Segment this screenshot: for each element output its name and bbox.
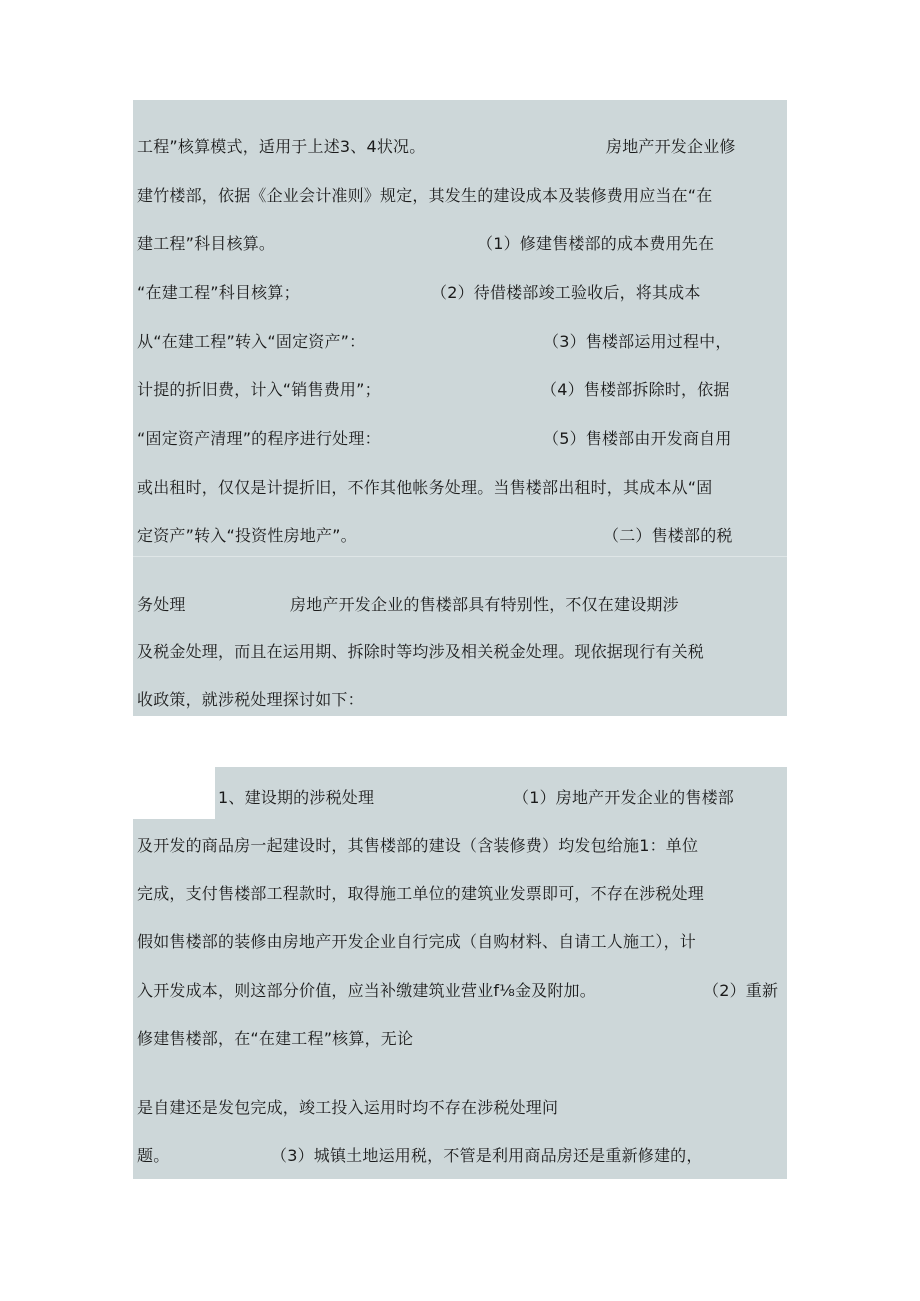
paragraph-line bbox=[137, 581, 787, 629]
paragraph-line bbox=[137, 628, 787, 676]
text-segment: 建工程”科目核算。 bbox=[137, 234, 276, 253]
paragraph-line bbox=[137, 464, 787, 512]
paragraph-line bbox=[137, 318, 787, 366]
paragraph-line bbox=[137, 269, 787, 317]
text-segment: 房地产开发企业的售楼部具有特别性，不仅在建设期涉 bbox=[290, 595, 679, 614]
text-segment: （4）售楼部拆除时，依据 bbox=[541, 380, 730, 399]
text-segment: 及开发的商品房一起建设时，其售楼部的建设（含装修费）均发包给施1：单位 bbox=[137, 836, 699, 855]
text-segment: “固定资产清理”的程序进行处理： bbox=[137, 429, 381, 448]
text-segment: （2）待借楼部竣工验收后，将其成本 bbox=[431, 283, 701, 302]
text-segment: 是自建还是发包完成，竣工投入运用时均不存在涉税处理问 bbox=[137, 1098, 559, 1117]
text-segment: （3）售楼部运用过程中， bbox=[543, 332, 732, 351]
section-heading: 1、建设期的涉税处理 bbox=[218, 788, 375, 807]
paragraph-line bbox=[137, 967, 787, 1015]
text-segment: （二）售楼部的税 bbox=[603, 526, 733, 545]
paragraph-line bbox=[137, 172, 787, 220]
paragraph-line bbox=[137, 123, 787, 171]
paragraph-line bbox=[137, 822, 787, 870]
text-segment: 工程”核算模式，适用于上述3、4状况。 bbox=[137, 137, 426, 156]
paragraph-line bbox=[137, 220, 787, 268]
text-segment: （1）修建售楼部的成本费用先在 bbox=[477, 234, 715, 253]
text-segment: 及税金处理，而且在运用期、拆除时等均涉及相关税金处理。现依据现行有关税 bbox=[137, 642, 705, 661]
text-segment: （1）房地产开发企业的售楼部 bbox=[513, 788, 734, 807]
paragraph-line bbox=[137, 774, 787, 822]
text-segment: 从“在建工程”转入“固定资产”： bbox=[137, 332, 366, 351]
text-segment: 完成，支付售楼部工程款时，取得施工单位的建筑业发票即可，不存在涉税处理 bbox=[137, 884, 705, 903]
text-segment: 务处理 bbox=[137, 595, 186, 614]
text-segment: （2）重新 bbox=[703, 981, 779, 1000]
paragraph-line bbox=[137, 366, 787, 414]
paragraph-line bbox=[137, 918, 787, 966]
text-segment: （3）城镇土地运用税，不管是利用商品房还是重新修建的， bbox=[271, 1146, 703, 1165]
text-segment: 或出租时，仅仅是计提折旧，不作其他帐务处理。当售楼部出租时，其成本从“固 bbox=[137, 478, 713, 497]
text-segment: 收政策，就涉税处理探讨如下： bbox=[137, 690, 364, 709]
text-segment: （5）售楼部由开发商自用 bbox=[543, 429, 732, 448]
paragraph-line bbox=[137, 1015, 787, 1063]
paragraph-line bbox=[137, 512, 787, 560]
text-segment: 修建售楼部，在“在建工程”核算，无论 bbox=[137, 1029, 414, 1048]
text-segment: 入开发成本，则这部分价值，应当补缴建筑业营业f⅛金及附加。 bbox=[137, 981, 596, 1000]
paragraph-line bbox=[137, 676, 787, 724]
paragraph-line bbox=[137, 870, 787, 918]
text-segment: 建竹楼部，依据《企业会计准则》规定，其发生的建设成本及装修费用应当在“在 bbox=[137, 186, 713, 205]
text-segment: 题。 bbox=[137, 1146, 170, 1165]
text-segment: 定资产”转入“投资性房地产”。 bbox=[137, 526, 357, 545]
paragraph-line bbox=[137, 1084, 787, 1132]
text-segment: 假如售楼部的装修由房地产开发企业自行完成（自购材料、自请工人施工），计 bbox=[137, 932, 697, 951]
text-segment: 房地产开发企业修 bbox=[606, 137, 736, 156]
text-segment: 计提的折旧费，计入“销售费用”； bbox=[137, 380, 381, 399]
paragraph-line bbox=[137, 1132, 787, 1180]
text-segment: “在建工程”科目核算； bbox=[137, 283, 300, 302]
paragraph-line bbox=[137, 415, 787, 463]
